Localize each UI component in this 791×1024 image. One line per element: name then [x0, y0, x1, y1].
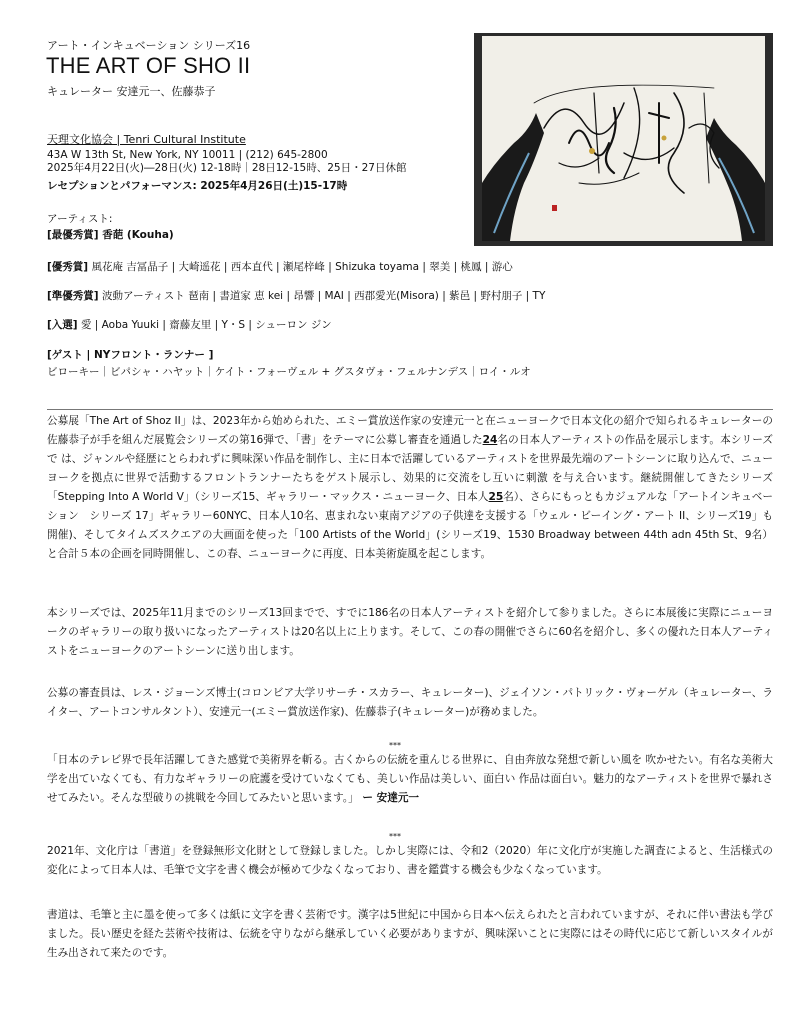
- artists-heading: アーティスト:: [47, 213, 113, 225]
- intro-text-b: 名の日本人アーティストの作品を展示します。本シリーズで は、ジャンルや経歴にとらわれずに興味深い作品を制作し、主に日本で活躍しているアーティストを世界最先端のアートシーンに取り込んで、ニューヨークを拠点に世界で活動するフロントランナーたちをゲスト展示し、効果的に交流をし互いに刺激 を与え合います。継続開催してきたシリーズ「Stepping Into A World V」（シリーズ15、ギャラリー・マックス・ニューヨーク、日本人: [47, 434, 773, 503]
- excellence-label: [優秀賞]: [47, 261, 89, 273]
- separator-stars: ***: [389, 832, 401, 841]
- exhibition-dates: 2025年4月22日(火)―28日(火) 12-18時｜28日12-15時、25日・27日休館: [47, 162, 407, 174]
- selected-line: [47, 318, 332, 333]
- series-history-paragraph: 本シリーズでは、2025年11月までのシリーズ13回までで、すでに186名の日本人アーティストを紹介して参りました。さらに本展後に実際にニューヨークのギャラリーの取り扱いになったアーティストは20名以上に上ります。そして、この春の開催でさらに60名を紹介し、多くの優れた日本人アーティストをニューヨークのアートシーンに送り出します。: [47, 607, 773, 657]
- runner-up-label: [準優秀賞]: [47, 290, 99, 302]
- calligraphy-paragraph: 書道は、毛筆と主に墨を使って多くは紙に文字を書く芸術です。漢字は5世紀に中国から日本へ伝えられたと言われていますが、それに伴い書法も学びました。長い歴史を経た芸術や技術は、伝統を守りながら継承していく必要がありますが、興味深いことに実際にはその時代に応じて新しいスタイルが生み出されて来たのです。: [47, 909, 773, 959]
- guest-artists: ビローキー｜ビパシャ・ハヤット｜ケイト・フォーヴェル + グスタヴォ・フェルナンデス｜ロイ・ルオ: [47, 366, 531, 378]
- guest-heading: [ゲスト | NYフロント・ランナー ]: [47, 349, 214, 361]
- grand-prize: [最優秀賞] 香葩 (Kouha): [47, 229, 174, 241]
- bunkacho-paragraph: 2021年、文化庁は「書道」を登録無形文化財として登録しました。しかし実際には、令和2（2020）年に文化庁が実施した調査によると、生活様式の変化によって日本人は、毛筆で文字を書く機会が極めて少なくなっており、書を鑑賞する機会も少なくなっています。: [47, 845, 773, 876]
- curators: キュレーター 安達元一、佐藤恭子: [47, 85, 216, 98]
- separator-stars: ***: [389, 741, 401, 750]
- venue-link[interactable]: 天理文化協会 | Tenri Cultural Institute: [47, 133, 246, 146]
- artist-count-24: 24: [482, 434, 498, 446]
- runner-up-line: [47, 289, 545, 304]
- intro-text-c: 名）、さらにもっともカジュアルな「アートインキュベーション シリーズ 17」ギャラリー60NYC、日本人10名、恵まれない東南アジアの子供達を支援する「ウェル・ビーイング・アート II、シリーズ19」も開催)、そしてタイムズスクエアの大画面を使った「100 Artists of the World」(シリーズ19、1530 Broadway between 44th adn 45th St、9名）と合計５本の企画を同時開催し、この春、ニューヨークに再度、日本美術旋風を起こします。: [47, 491, 774, 560]
- excellence-award-line: [47, 260, 513, 275]
- selected-label: [入選]: [47, 319, 78, 331]
- quote-paragraph: [47, 751, 773, 808]
- calligraphy-artwork-image: [474, 33, 773, 246]
- reception-info: レセプションとパフォーマンス: 2025年4月26日(土)15-17時: [47, 180, 348, 192]
- intro-paragraph: [47, 412, 773, 564]
- quote-text: 「日本のテレビ界で長年活躍してきた感覚で美術界を斬る。古くからの伝統を重んじる世界に、自由奔放な発想で新しい風を 吹かせたい。有名な美術大学を出ていなくても、有力なギャラリーの庇護を受けていなくても、美しい作品は美しい、面白い 作品は面白い。魅力的なアーティストを世界で暴れさせてみたい。そんな型破りの挑戦を今回してみたいと思います。」: [47, 754, 773, 804]
- exhibition-title: THE ART OF SHO II: [46, 53, 251, 78]
- excellence-artists: 風花庵 吉冨晶子 | 大崎遥花 | 西本直代 | 瀬尾梓峰 | Shizuka toyama | 翠美 | 桃鳳 | 游心: [88, 261, 513, 273]
- intro-text-a: 公募展「The Art of Shoz II」は、2023年から始められた、エミー賞放送作家の安達元一と在ニューヨークで日本文化の紹介で知られるキュレーターの 佐藤恭子が手を組んだ展覧会シリーズの第16弾で、「書」をテーマに公募し審査を通過した: [47, 415, 773, 446]
- artist-count-25: 25: [488, 491, 504, 503]
- divider: [47, 409, 773, 410]
- selected-artists: 愛 | Aoba Yuuki | 齋藤友里 | Y・S | シューロン ジン: [77, 319, 332, 331]
- series-label: アート・インキュベーション シリーズ16: [47, 39, 251, 52]
- runner-up-artists: 波動アーティスト 琶南 | 書道家 恵 kei | 昂響 | MAI | 西郡愛光(Misora) | 紫邑 | 野村朋子 | TY: [98, 290, 546, 302]
- quote-author: ー 安達元一: [358, 792, 420, 804]
- venue-address: 43A W 13th St, New York, NY 10011 | (212) 645-2800: [47, 149, 328, 161]
- jurors-paragraph: 公募の審査員は、レス・ジョーンズ博士(コロンビア大学リサーチ・スカラー、キュレーター)、ジェイソン・パトリック・ヴォーゲル（キュレーター、ライター、アートコンサルタント）、安達元一(エミー賞放送作家)、佐藤恭子(キュレーター)が務めました。: [47, 687, 773, 718]
